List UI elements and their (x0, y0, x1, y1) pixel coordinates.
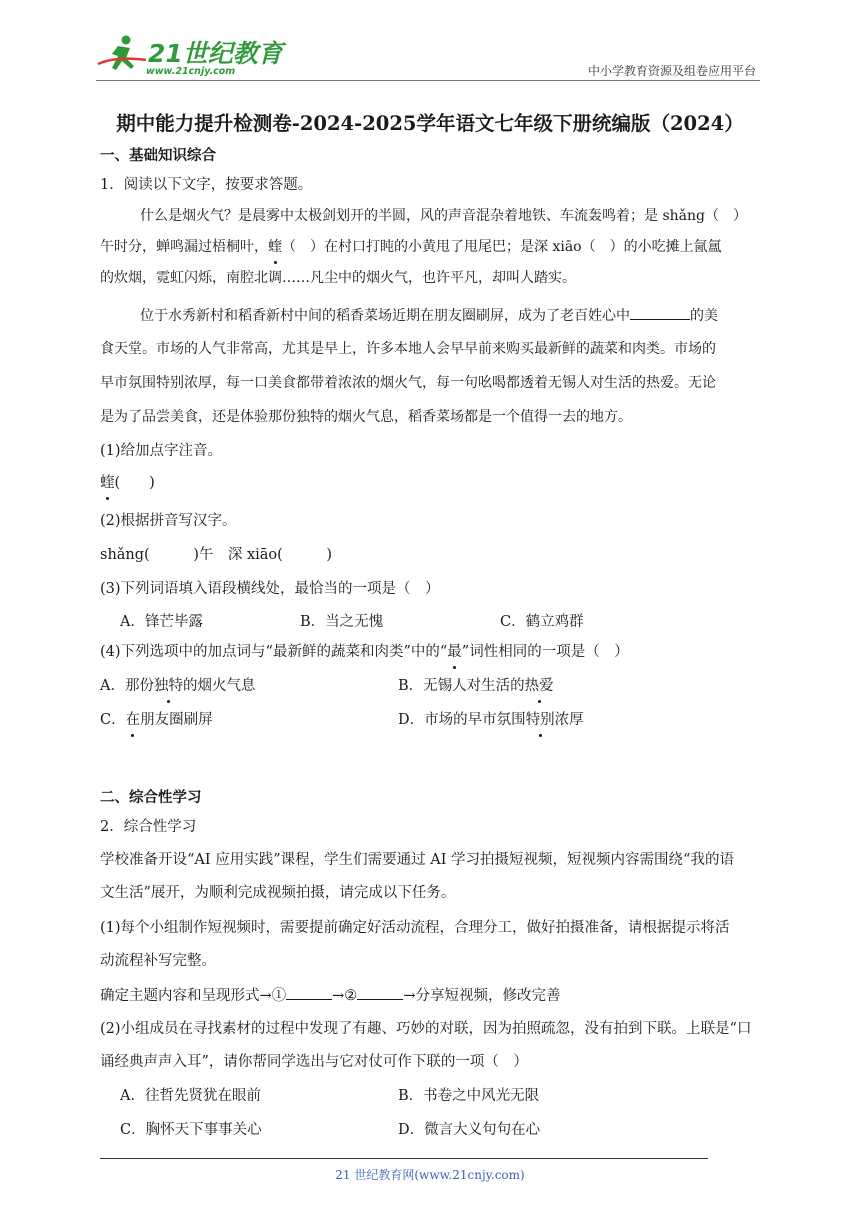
option-4c[interactable]: C．在朋友圈刷屏 (100, 712, 213, 728)
passage1-line2: 午时分，蝉鸣漏过梧桐叶，蝰（ ）在村口打盹的小黄甩了甩尾巴；是深 xiāo（ ）的小吃摊上氤氲 (100, 239, 722, 255)
activity-flow: 确定主题内容和呈现形式→① →② →分享短视频，修改完善 (100, 985, 560, 1006)
option-3a[interactable]: A．锋芒毕露 (120, 614, 203, 630)
platform-label: 中小学教育资源及组卷应用平台 (587, 64, 756, 78)
header-divider (96, 80, 760, 81)
sub-question-1-answer: 蝰( ) (100, 475, 155, 491)
option-2b[interactable]: B．书卷之中风光无限 (398, 1088, 540, 1104)
flow-blank-2[interactable] (357, 985, 403, 1000)
sub-question-2: (2)根据拼音写汉字。 (100, 513, 237, 529)
q1-stem: 1．阅读以下文字，按要求答题。 (100, 177, 313, 193)
option-2d[interactable]: D．微言大义句句在心 (398, 1122, 541, 1138)
option-2c[interactable]: C．胸怀天下事事关心 (120, 1122, 262, 1138)
flow-blank-1[interactable] (286, 985, 332, 1000)
intro-line1: 学校准备开设“AI 应用实践”课程，学生们需要通过 AI 学习拍摄短视频，短视频内容需围绕“我的语 (100, 852, 734, 868)
sub-question-2-2-line1: (2)小组成员在寻找素材的过程中发现了有趣、巧妙的对联，因为拍照疏忽，没有拍到下联。上联是“口 (100, 1021, 752, 1037)
passage1-line3: 的炊烟，霓虹闪烁，南腔北调……凡尘中的烟火气，也许平凡，却叫人踏实。 (100, 270, 576, 286)
sub-question-2-answers: shǎng( )午 深 xiāo( ) (100, 547, 332, 563)
footer-link[interactable]: 21 世纪教育网(www.21cnjy.com) (335, 1168, 525, 1182)
passage2-line2: 食天堂。市场的人气非常高，尤其是早上，许多本地人会早早前来购买最新鲜的蔬菜和肉类。市场的 (100, 341, 716, 357)
section1-heading: 一、基础知识综合 (100, 147, 216, 164)
passage1-line1: 什么是烟火气？是晨雾中太极剑划开的半圆，风的声音混杂着地铁、车流轰鸣着；是 shǎng（ ） (140, 208, 747, 224)
sub-question-2-1-line1: (1)每个小组制作短视频时，需要提前确定好活动流程，合理分工，做好拍摄准备，请根据提示将活 (100, 920, 730, 936)
sub-question-2-2-line2: 诵经典声声入耳”，请你帮同学选出与它对仗可作下联的一项（ ） (100, 1054, 528, 1070)
option-4a[interactable]: A．那份独特的烟火气息 (100, 678, 256, 694)
logo-url: www.21cnjy.com (146, 66, 236, 77)
footer-divider (100, 1158, 708, 1159)
sub-question-1: (1)给加点字注音。 (100, 443, 223, 459)
sub-question-2-1-line2: 动流程补写完整。 (100, 953, 216, 969)
sub-question-3: (3)下列词语填入语段横线处，最恰当的一项是（ ） (100, 581, 440, 597)
page-title: 期中能力提升检测卷-2024-2025学年语文七年级下册统编版（2024） (116, 112, 744, 135)
logo-text: 21世纪教育 (148, 39, 283, 68)
dotted-char: 蝰 (268, 239, 282, 255)
sub-question-4: (4)下列选项中的加点词与“最新鲜的蔬菜和肉类”中的“最”词性相同的一项是（ ） (100, 644, 629, 660)
option-2a[interactable]: A．往哲先贤犹在眼前 (120, 1088, 261, 1104)
passage2-line1: 位于水秀新村和稻香新村中间的稻香菜场近期在朋友圈刷屏，成为了老百姓心中 的美 (140, 305, 718, 326)
passage2-line4: 是为了品尝美食，还是体验那份独特的烟火气息，稻香菜场都是一个值得一去的地方。 (100, 409, 632, 425)
option-3c[interactable]: C．鹤立鸡群 (500, 614, 584, 630)
option-4b[interactable]: B．无锡人对生活的热爱 (398, 678, 554, 694)
section2-heading: 二、综合性学习 (100, 789, 202, 806)
option-4d[interactable]: D．市场的早市氛围特别浓厚 (398, 712, 584, 728)
option-3b[interactable]: B．当之无愧 (300, 614, 384, 630)
intro-line2: 文生活”展开，为顺利完成视频拍摄，请完成以下任务。 (100, 885, 456, 901)
q2-stem: 2．综合性学习 (100, 819, 197, 835)
runner-logo-icon (96, 34, 150, 74)
answer-blank[interactable] (630, 305, 690, 320)
passage2-line3: 早市氛围特别浓厚，每一口美食都带着浓浓的烟火气，每一句吆喝都透着无锡人对生活的热爱。无论 (100, 375, 716, 391)
